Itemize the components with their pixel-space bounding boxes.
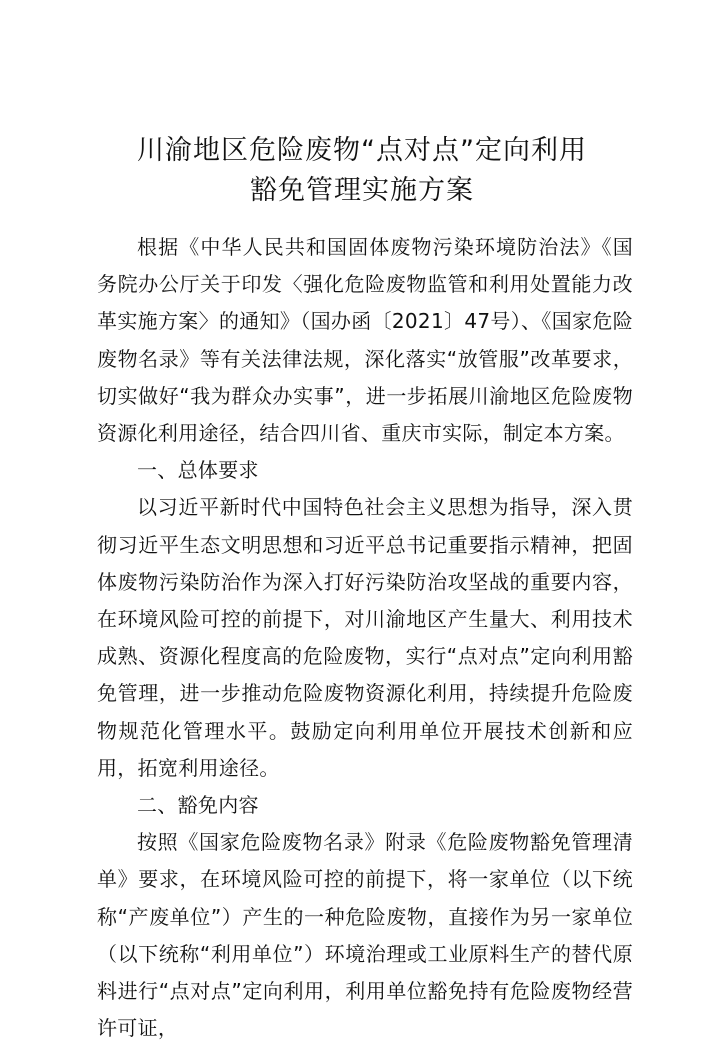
intro-paragraph: 根据《中华人民共和国固体废物污染环境防治法》《国务院办公厅关于印发〈强化危险废物监管和利用处置能力改革实施方案〉的通知》（国办函〔2021〕47号）、《国家危险废物名录》等有关法律法规，深化落实“放管服”改革要求，切实做好“我为群众办实事”，进一步拓展川渝地区危险废物资源化利用途径，结合四川省、重庆市实际，制定本方案。 xyxy=(97,235,633,446)
document-body xyxy=(97,229,633,1047)
general-requirements-paragraph: 以习近平新时代中国特色社会主义思想为指导，深入贯彻习近平生态文明思想和习近平总书记重要指示精神，把固体废物污染防治作为深入打好污染防治攻坚战的重要内容，在环境风险可控的前提下，对川渝地区产生量大、利用技术成熟、资源化程度高的危险废物，实行“点对点”定向利用豁免管理，进一步推动危险废物资源化利用，持续提升危险废物规范化管理水平。鼓励定向利用单位开展技术创新和应用，拓宽利用途径。 xyxy=(97,495,633,780)
exemption-content-paragraph: 按照《国家危险废物名录》附录《危险废物豁免管理清单》要求，在环境风险可控的前提下，将一家单位（以下统称“产废单位”）产生的一种危险废物，直接作为另一家单位（以下统称“利用单位”）环境治理或工业原料生产的替代原料进行“点对点”定向利用，利用单位豁免持有危险废物经营许可证， xyxy=(97,830,633,1041)
document-title-line-1: 川渝地区危险废物“点对点”定向利用 xyxy=(137,135,587,166)
section-heading-exemption-content: 二、豁免内容 xyxy=(137,793,259,818)
section-heading-general-requirements: 一、总体要求 xyxy=(137,458,259,483)
document-title-line-2: 豁免管理实施方案 xyxy=(250,175,474,206)
